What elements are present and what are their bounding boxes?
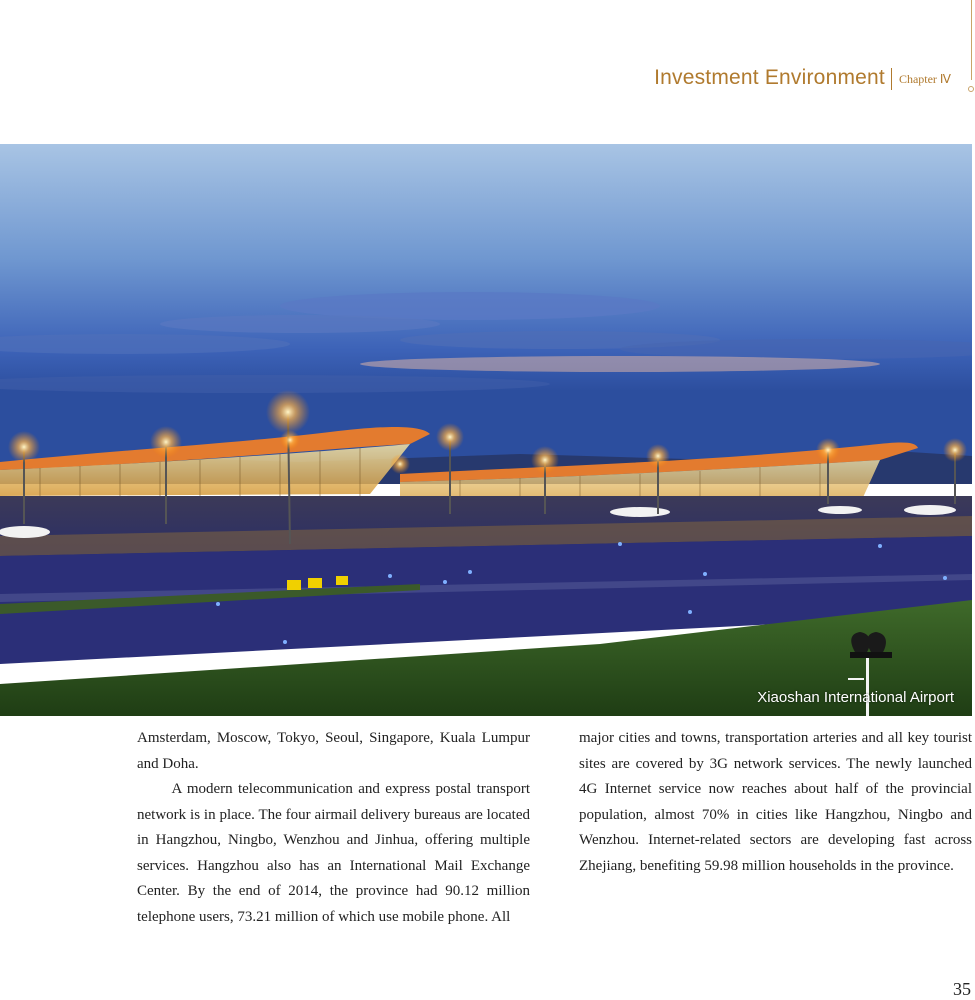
photo-caption: Xiaoshan International Airport (757, 689, 954, 706)
airport-photo (0, 144, 972, 716)
page-number: 35 (953, 979, 971, 999)
paragraph: Amsterdam, Moscow, Tokyo, Seoul, Singapore, Kuala Lumpur and Doha. (137, 730, 530, 772)
page-edge-dot (968, 86, 974, 92)
body-column-right (579, 726, 972, 879)
chapter-label: Chapter Ⅳ (898, 72, 951, 86)
running-header (654, 66, 951, 90)
paragraph: A modern telecommunication and express postal transport network is in place. The four airmail delivery bureaus are located in Hangzhou, Ningbo, Wenzhou and Jinhua, offering multiple services. Hangzhou also has an International Mail Exchange Center. By the end of 2014, the province had 90.12 million telephone users, 73.21 million of which use mobile phone. All (137, 781, 530, 925)
body-column-left (137, 726, 530, 930)
page-edge-rule (971, 0, 972, 80)
paragraph: major cities and towns, transportation arteries and all key tourist sites are covered by 3G network services. The newly launched 4G Internet service now reaches about half of the provincial population, almost 70% in cities like Hangzhou, Ningbo and Wenzhou. Internet-related sectors are developing fast across Zhejiang, benefiting 59.98 million households in the province. (579, 730, 972, 874)
section-title: Investment Environment (654, 66, 885, 89)
airport-photo-illustration (0, 144, 972, 716)
header-divider (891, 68, 892, 90)
